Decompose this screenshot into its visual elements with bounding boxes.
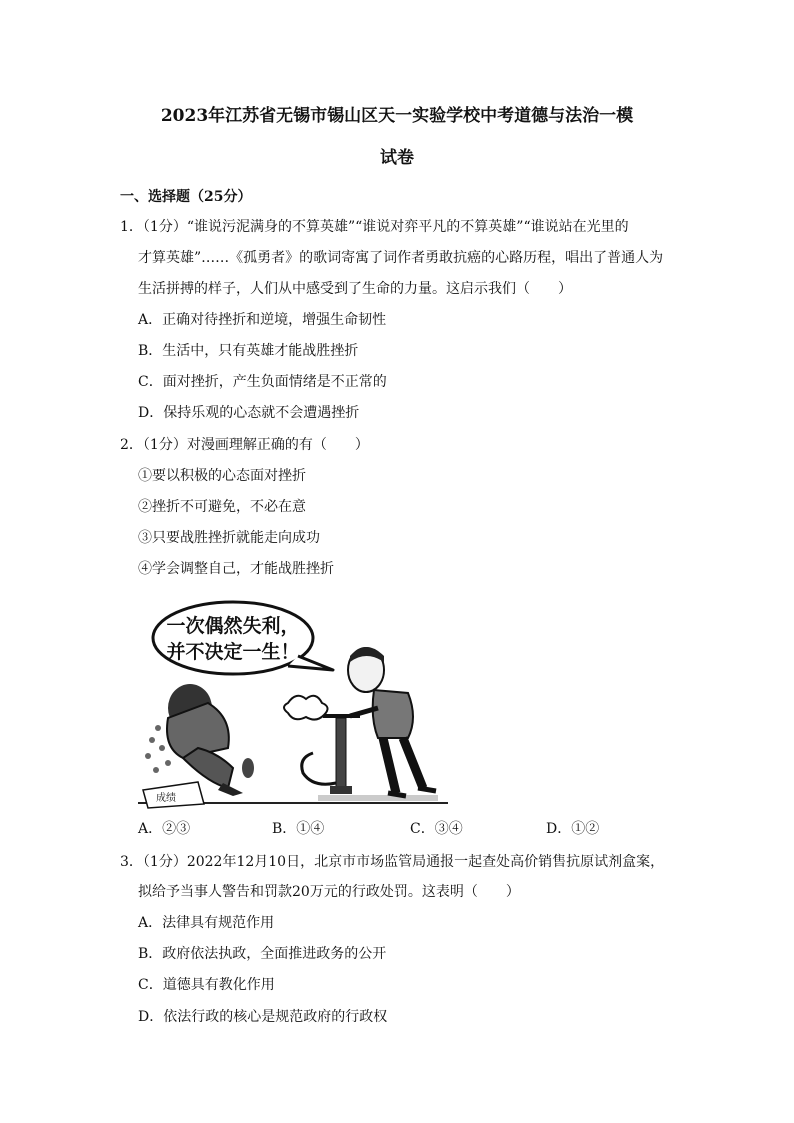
q3-option-d: D．依法行政的核心是规范政府的行政权 bbox=[138, 1009, 388, 1025]
q3-option-c: C．道德具有教化作用 bbox=[138, 977, 275, 993]
q1-line2: 才算英雄”……《孤勇者》的歌词寄寓了词作者勇敢抗癌的心路历程，唱出了普通人为 bbox=[138, 250, 664, 266]
q2-statement-1: ①要以积极的心态面对挫折 bbox=[138, 468, 306, 484]
q2-option-c: C．③④ bbox=[410, 821, 463, 837]
q2-statement-3: ③只要战胜挫折就能走向成功 bbox=[138, 530, 320, 546]
q2-option-a: A．②③ bbox=[138, 821, 191, 837]
air-pump bbox=[302, 716, 360, 794]
q1-option-a: A．正确对待挫折和逆境，增强生命韧性 bbox=[138, 312, 387, 328]
q2-option-b: B．①④ bbox=[272, 821, 325, 837]
air-puff bbox=[284, 696, 328, 720]
section-heading: 一、选择题（25分） bbox=[120, 189, 252, 205]
speech-bubble bbox=[153, 602, 313, 674]
q2-option-d: D．①② bbox=[546, 821, 600, 837]
bubble-text-line2: 并不决定一生！ bbox=[166, 641, 300, 663]
q1-option-b: B．生活中，只有英雄才能战胜挫折 bbox=[138, 343, 359, 359]
q1-line1: 1．（1分）“谁说污泥满身的不算英雄”“谁说对弈平凡的不算英雄”“谁说站在光里的 bbox=[120, 219, 629, 235]
crying-person bbox=[167, 684, 254, 796]
q1-line3: 生活拼搏的样子，人们从中感受到了生命的力量。这启示我们（ ） bbox=[138, 281, 572, 297]
q1-option-c: C．面对挫折，产生负面情绪是不正常的 bbox=[138, 374, 387, 390]
pumping-person bbox=[348, 647, 436, 796]
bubble-text-line1: 一次偶然失利， bbox=[166, 615, 300, 637]
exam-paper bbox=[143, 782, 204, 808]
exam-title-line1: 2023年江苏省无锡市锡山区天一实验学校中考道德与法治一模 bbox=[160, 106, 634, 126]
exam-title-line2: 试卷 bbox=[380, 148, 414, 168]
q3-option-b: B．政府依法执政，全面推进政务的公开 bbox=[138, 946, 387, 962]
cartoon-image bbox=[138, 598, 448, 810]
q2-line1: 2．（1分）对漫画理解正确的有（ ） bbox=[120, 437, 369, 453]
q3-line2: 拟给予当事人警告和罚款20万元的行政处罚。这表明（ ） bbox=[138, 884, 520, 900]
q2-statement-4: ④学会调整自己，才能战胜挫折 bbox=[138, 561, 334, 577]
q2-statement-2: ②挫折不可避免，不必在意 bbox=[138, 499, 306, 515]
q3-line1: 3．（1分）2022年12月10日，北京市市场监管局通报一起查处高价销售抗原试剂盒案， bbox=[120, 854, 665, 870]
q3-option-a: A．法律具有规范作用 bbox=[138, 915, 275, 931]
paper-text: 成绩 bbox=[156, 793, 176, 804]
q1-option-d: D．保持乐观的心态就不会遭遇挫折 bbox=[138, 405, 360, 421]
